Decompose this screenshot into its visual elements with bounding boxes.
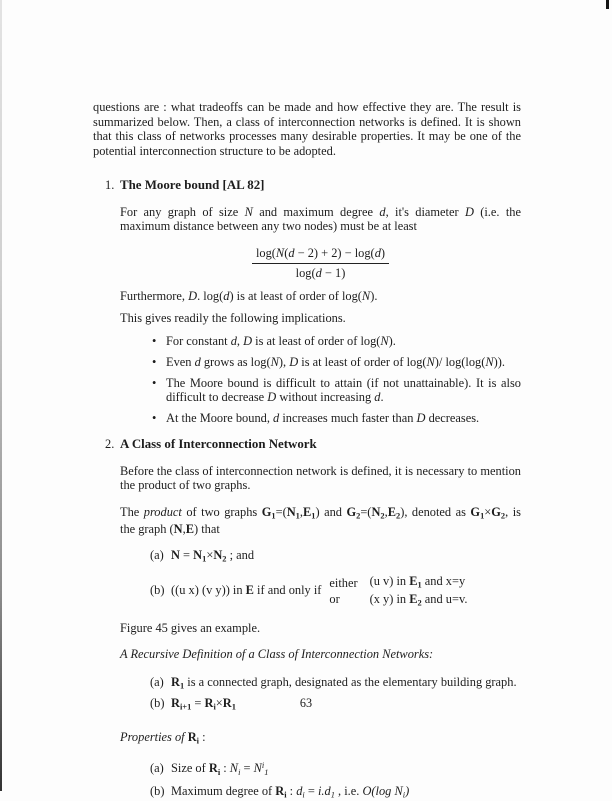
condition-1: (u v) in $E_1$ and x=y bbox=[369, 573, 466, 590]
list-item bbox=[150, 675, 521, 692]
properties-heading: Properties of $R_i$ : bbox=[120, 729, 206, 746]
item-label: (a) bbox=[150, 674, 164, 689]
list-item bbox=[150, 761, 521, 778]
product-intro-paragraph: Before the class of interconnection network is defined, it is necessary to mention the product of two graphs. bbox=[120, 463, 521, 493]
page-number: 63 bbox=[299, 696, 313, 710]
list-item bbox=[150, 548, 521, 565]
moore-bound-paragraph: For any graph of size N and maximum degree d, it's diameter D (i.e. the maximum distance between any two nodes) must be at least bbox=[120, 204, 521, 234]
bullet-marker: • bbox=[152, 334, 157, 349]
scan-artifact-top-right-tick bbox=[606, 0, 609, 9]
section-2-body bbox=[120, 464, 521, 801]
section-1-heading bbox=[105, 178, 521, 193]
item-label: (a) bbox=[150, 761, 164, 776]
product-definition-paragraph: The product of two graphs $G_1=(N_1,E_1)$ and $G_2=(N_2,E_2)$, denoted as $G_1\times G_2$, is the graph (N,E) that bbox=[120, 505, 521, 536]
section-1-number: 1. bbox=[105, 177, 115, 192]
list-item bbox=[150, 573, 521, 608]
item-label: (b) bbox=[150, 696, 165, 711]
list-item bbox=[152, 411, 521, 426]
item-text: Size of $R_i$ : $N_i = N^i_1$ bbox=[171, 760, 269, 778]
bullet-marker: • bbox=[152, 355, 157, 370]
formula-denominator: log(d − 1) bbox=[295, 265, 346, 280]
list-item bbox=[152, 355, 521, 370]
item-text: $R_1$ is a connected graph, designated as the elementary building graph. bbox=[171, 674, 517, 691]
item-text: Maximum degree of $R_i$ : $d_i = i.d_1$ , i.e. O(log $N_i$) bbox=[171, 784, 410, 800]
item-label: (b) bbox=[150, 583, 165, 598]
scan-artifact-left-edge bbox=[0, 0, 2, 791]
recursive-definition-heading: A Recursive Definition of a Class of Interconnection Networks: bbox=[120, 646, 434, 661]
product-list bbox=[150, 548, 521, 608]
or-label: or bbox=[329, 591, 340, 606]
item-label: (b) bbox=[150, 784, 165, 799]
item-text: $N = N_1\times N_2$ ; and bbox=[171, 548, 255, 565]
intro-paragraph: questions are : what tradeoffs can be made and how effective they are. The result is summarized below. Then, a class of interconnection networks is defined. It is shown that this class of networks processes many desirable properties. It may be one of the potential interconnection structure to be adopted. bbox=[93, 100, 521, 158]
either-label: either bbox=[329, 575, 358, 590]
section-2-title: A Class of Interconnection Network bbox=[120, 436, 317, 451]
formula-numerator: log(N(d − 2) + 2) − log(d) bbox=[252, 246, 389, 264]
figure-reference-line: Figure 45 gives an example. bbox=[120, 621, 261, 636]
properties-list bbox=[150, 761, 521, 800]
condition-lhs: ((u x) (v y)) in E if and only if bbox=[171, 583, 322, 598]
bullet-marker: • bbox=[152, 375, 157, 390]
either-or-column bbox=[329, 575, 357, 607]
conditions-column bbox=[370, 573, 468, 608]
bullet-text: At the Moore bound, d increases much faster than D decreases. bbox=[166, 410, 480, 425]
bullet-text: The Moore bound is difficult to attain (if not unattainable). It is also difficult to decrease D without increasing d. bbox=[166, 375, 521, 405]
implications-list bbox=[152, 334, 521, 425]
bullet-text: For constant d, D is at least of order of log(N). bbox=[166, 334, 396, 349]
section-2-number: 2. bbox=[105, 436, 115, 451]
item-text: $R_{i+1} = R_i\times R_1$ bbox=[171, 696, 236, 712]
section-1-body bbox=[120, 205, 521, 426]
condition-2: (x y) in $E_2$ and u=v. bbox=[369, 591, 468, 608]
list-item bbox=[152, 334, 521, 349]
section-2-heading bbox=[105, 437, 521, 452]
list-item bbox=[150, 784, 521, 801]
implications-intro-line: This gives readily the following implications. bbox=[120, 310, 346, 325]
bullet-marker: • bbox=[152, 410, 157, 425]
moore-bound-formula bbox=[252, 246, 389, 280]
item-label: (a) bbox=[150, 548, 164, 563]
list-item bbox=[152, 376, 521, 405]
bullet-text: Even d grows as log(N), D is at least of order of log(N)/ log(log(N)). bbox=[166, 355, 506, 370]
furthermore-line: Furthermore, D. log(d) is at least of order of log(N). bbox=[120, 289, 378, 304]
section-1-title: The Moore bound [AL 82] bbox=[120, 177, 265, 192]
